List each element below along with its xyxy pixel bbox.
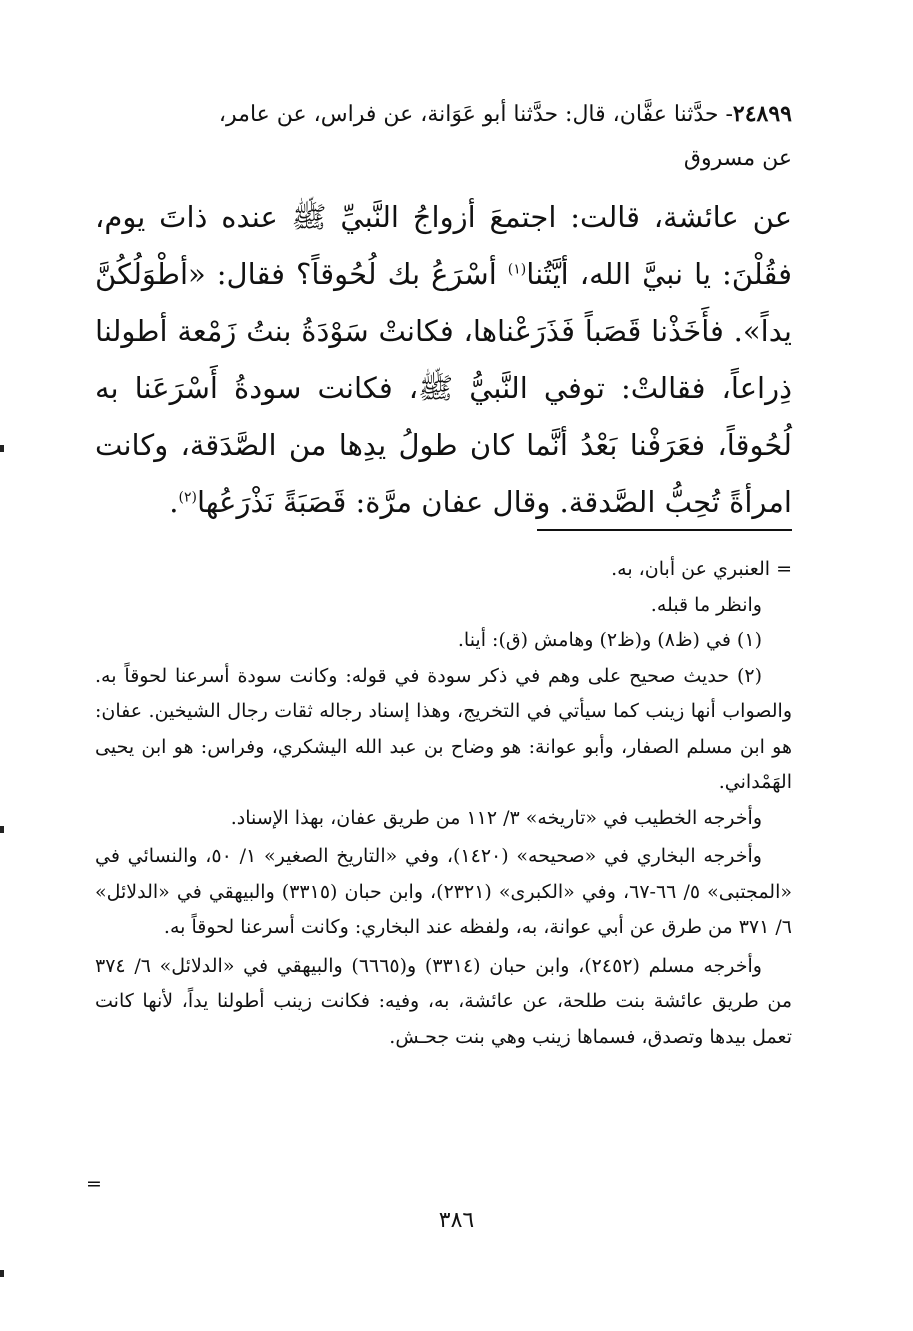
page-body: [95, 92, 793, 1048]
isnad-line-2: عن مسروق: [683, 146, 792, 171]
scan-edge-mark: [0, 445, 4, 452]
footnote-2-paragraph-2: وأخرجه الخطيب في «تاريخه» ٣/ ١١٢ من طريق عفان، بهذا الإسناد.: [230, 806, 762, 829]
matn-part-1: عن عائشة، قالت: اجتمعَ أزواجُ النَّبيِّ ﷺ عنده ذاتَ يوم، فقُلْنَ: يا نبيَّ الله، أيَّتُنا: [95, 200, 793, 291]
footnote-1: (١) في (ظ٨) و(ظ٢) وهامش (ق): أينا.: [457, 629, 762, 651]
footnote-continuation: = العنبري عن أبان، به.: [611, 558, 792, 580]
footnote-see-previous: وانظر ما قبله.: [650, 593, 762, 616]
footnotes: [95, 552, 792, 1055]
continues-mark: =: [86, 1173, 102, 1195]
matn-part-2: أسْرَعُ بك لُحُوقاً؟ فقال: «أطْوَلُكُنَّ يداً». فأَخَذْنا قَصَباً فَذَرَعْناها، فكانتْ سَوْدَةُ بنتُ زَمْعة أطولنا ذِراعاً، فقالتْ: توفي النَّبيُّ ﷺ، فكانت سودةُ أَسْرَعَنا به لُحُوقاً، فعَرَفْنا بَعْدُ أنَّما كان طولُ يدِها من الصَّدَقة، وكانت امرأةً تُحِبُّ الصَّدقة. وقال عفان مرَّة: قَصَبَةً نَذْرَعُها: [95, 257, 792, 519]
hadith-number: ٢٤٨٩٩: [732, 101, 792, 127]
page-number: ٣٨٦: [438, 1208, 475, 1233]
scan-edge-mark: [0, 1270, 4, 1277]
hadith-matn: [95, 189, 792, 531]
footnote-2-paragraph-3: وأخرجه البخاري في «صحيحه» (١٤٢٠)، وفي «التاريخ الصغير» ١/ ٥٠، والنسائي في «المجتبى» ٥/ ٦٦-٦٧، وفي «الكبرى» (٢٣٢١)، وابن حبان (٣٣١٥) والبيهقي في «الدلائل» ٦/ ٣٧١ من طرق عن أبي عوانة، به، ولفظه عند البخاري: وكانت أسرعنا لحوقاً به.: [95, 845, 792, 938]
footnote-ref-2[interactable]: (٢): [178, 489, 197, 506]
footnote-ref-1[interactable]: (١): [507, 261, 527, 278]
isnad-line-1: - حدَّثنا عفَّان، قال: حدَّثنا أبو عَوَانة، عن فراس، عن عامر،: [218, 102, 733, 127]
scan-edge-mark: [0, 826, 4, 833]
hadith-isnad: [95, 92, 792, 181]
matn-end: .: [169, 485, 179, 519]
footnote-2-paragraph-4: وأخرجه مسلم (٢٤٥٢)، وابن حبان (٣٣١٤) و(٦٦٦٥) والبيهقي في «الدلائل» ٦/ ٣٧٤ من طريق عائشة بنت طلحة، عن عائشة، به، وفيه: فكانت زينب أطولنا يداً، لأنها كانت تعمل بيدها وتصدق، فسماها زينب وهي بنت جحـش.: [95, 954, 792, 1048]
footnote-2-paragraph-1: (٢) حديث صحيح على وهم في ذكر سودة في قوله: وكانت سودة أسرعنا لحوقاً به. والصواب أنها زينب كما سيأتي في التخريج، وهذا إسناد رجاله ثقات رجال الشيخين. عفان: هو ابن مسلم الصفار، وأبو عوانة: هو وضاح بن عبد الله اليشكري، وفراس: هو ابن يحيى الهَمْداني.: [95, 664, 792, 793]
footnote-divider: [537, 529, 792, 531]
